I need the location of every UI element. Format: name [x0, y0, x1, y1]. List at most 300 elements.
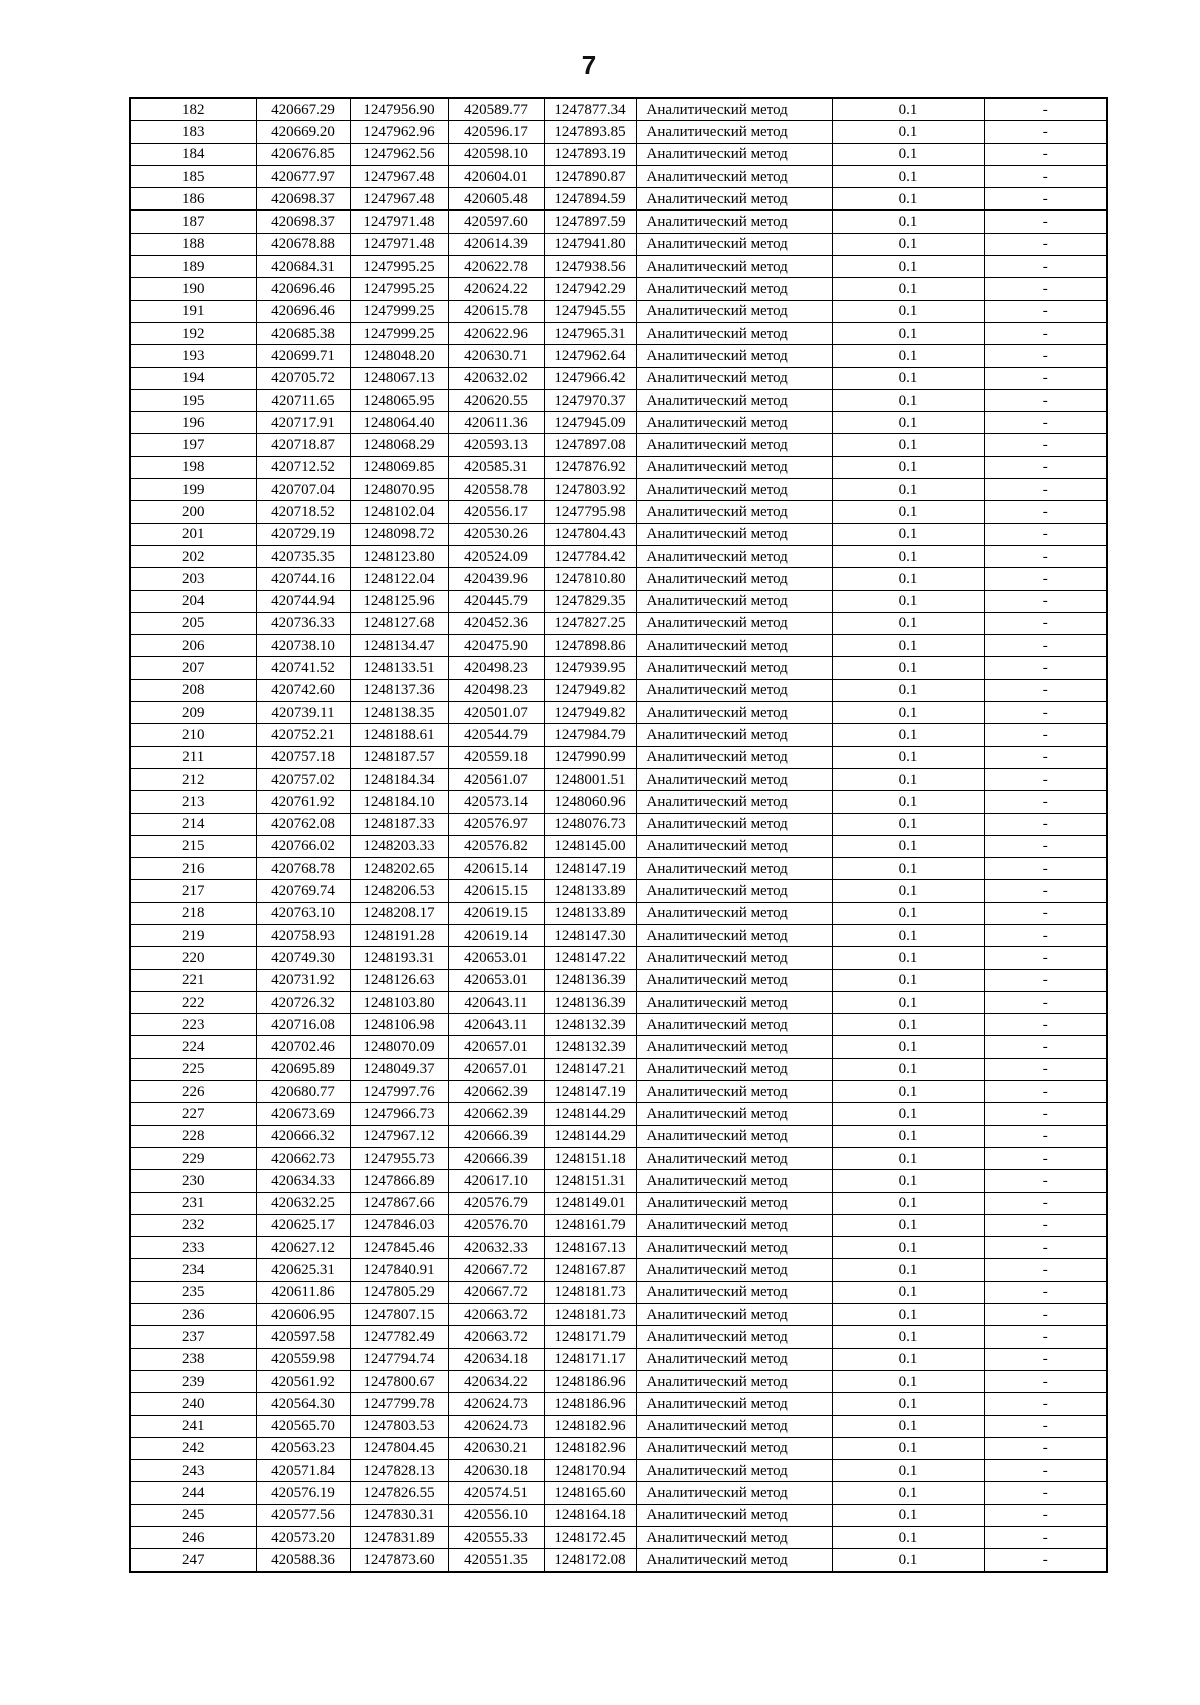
accuracy-cell: 0.1: [832, 1214, 984, 1236]
x2-cell: 420619.14: [448, 924, 544, 946]
x1-cell: 420662.73: [256, 1147, 350, 1169]
x1-cell: 420561.92: [256, 1370, 350, 1392]
note-cell: -: [984, 1058, 1107, 1080]
y1-cell: 1247867.66: [350, 1192, 448, 1214]
method-cell: Аналитический метод: [636, 456, 832, 478]
table-row: [130, 1147, 1107, 1169]
y2-cell: 1248170.94: [544, 1460, 636, 1482]
x1-cell: 420768.78: [256, 858, 350, 880]
y2-cell: 1248147.19: [544, 858, 636, 880]
y1-cell: 1248133.51: [350, 657, 448, 679]
y2-cell: 1248181.73: [544, 1304, 636, 1326]
x2-cell: 420653.01: [448, 969, 544, 991]
y1-cell: 1247830.31: [350, 1504, 448, 1526]
table-row: [130, 188, 1107, 211]
x2-cell: 420617.10: [448, 1170, 544, 1192]
y1-cell: 1247967.48: [350, 165, 448, 187]
x2-cell: 420573.14: [448, 791, 544, 813]
point-number-cell: 240: [130, 1393, 256, 1415]
accuracy-cell: 0.1: [832, 1437, 984, 1459]
x1-cell: 420752.21: [256, 724, 350, 746]
table-row: [130, 1036, 1107, 1058]
point-number-cell: 247: [130, 1549, 256, 1572]
x1-cell: 420763.10: [256, 902, 350, 924]
x1-cell: 420680.77: [256, 1081, 350, 1103]
method-cell: Аналитический метод: [636, 233, 832, 255]
accuracy-cell: 0.1: [832, 1348, 984, 1370]
accuracy-cell: 0.1: [832, 1014, 984, 1036]
y2-cell: 1247877.34: [544, 98, 636, 121]
y1-cell: 1248126.63: [350, 969, 448, 991]
x2-cell: 420439.96: [448, 568, 544, 590]
x1-cell: 420712.52: [256, 456, 350, 478]
y2-cell: 1248171.17: [544, 1348, 636, 1370]
x2-cell: 420634.22: [448, 1370, 544, 1392]
table-row: [130, 1281, 1107, 1303]
x2-cell: 420561.07: [448, 768, 544, 790]
point-number-cell: 244: [130, 1482, 256, 1504]
y2-cell: 1247962.64: [544, 345, 636, 367]
x1-cell: 420766.02: [256, 835, 350, 857]
x1-cell: 420729.19: [256, 523, 350, 545]
y1-cell: 1247967.12: [350, 1125, 448, 1147]
accuracy-cell: 0.1: [832, 657, 984, 679]
note-cell: -: [984, 1147, 1107, 1169]
y2-cell: 1248164.18: [544, 1504, 636, 1526]
note-cell: -: [984, 1081, 1107, 1103]
note-cell: -: [984, 724, 1107, 746]
note-cell: -: [984, 121, 1107, 143]
note-cell: -: [984, 1482, 1107, 1504]
method-cell: Аналитический метод: [636, 1348, 832, 1370]
table-row: [130, 1259, 1107, 1281]
note-cell: -: [984, 657, 1107, 679]
method-cell: Аналитический метод: [636, 724, 832, 746]
x2-cell: 420662.39: [448, 1081, 544, 1103]
point-number-cell: 206: [130, 635, 256, 657]
accuracy-cell: 0.1: [832, 590, 984, 612]
x1-cell: 420678.88: [256, 233, 350, 255]
point-number-cell: 234: [130, 1259, 256, 1281]
method-cell: Аналитический метод: [636, 1170, 832, 1192]
method-cell: Аналитический метод: [636, 389, 832, 411]
y2-cell: 1247803.92: [544, 479, 636, 501]
method-cell: Аналитический метод: [636, 188, 832, 211]
x2-cell: 420452.36: [448, 612, 544, 634]
accuracy-cell: 0.1: [832, 1036, 984, 1058]
note-cell: -: [984, 746, 1107, 768]
note-cell: -: [984, 568, 1107, 590]
y2-cell: 1248144.29: [544, 1103, 636, 1125]
table-row: [130, 679, 1107, 701]
accuracy-cell: 0.1: [832, 702, 984, 724]
accuracy-cell: 0.1: [832, 1393, 984, 1415]
x1-cell: 420571.84: [256, 1460, 350, 1482]
table-row: [130, 702, 1107, 724]
table-row: [130, 858, 1107, 880]
y2-cell: 1248182.96: [544, 1415, 636, 1437]
x1-cell: 420735.35: [256, 545, 350, 567]
x2-cell: 420630.21: [448, 1437, 544, 1459]
note-cell: -: [984, 768, 1107, 790]
note-cell: -: [984, 969, 1107, 991]
point-number-cell: 185: [130, 165, 256, 187]
table-row: [130, 501, 1107, 523]
x1-cell: 420698.37: [256, 188, 350, 211]
accuracy-cell: 0.1: [832, 479, 984, 501]
accuracy-cell: 0.1: [832, 210, 984, 233]
method-cell: Аналитический метод: [636, 590, 832, 612]
y2-cell: 1248149.01: [544, 1192, 636, 1214]
table-row: [130, 1348, 1107, 1370]
y1-cell: 1248123.80: [350, 545, 448, 567]
point-number-cell: 202: [130, 545, 256, 567]
y1-cell: 1247873.60: [350, 1549, 448, 1572]
page-number: 7: [581, 50, 597, 80]
x2-cell: 420657.01: [448, 1036, 544, 1058]
y1-cell: 1248070.95: [350, 479, 448, 501]
y1-cell: 1247966.73: [350, 1103, 448, 1125]
y2-cell: 1248186.96: [544, 1370, 636, 1392]
method-cell: Аналитический метод: [636, 1036, 832, 1058]
x2-cell: 420657.01: [448, 1058, 544, 1080]
note-cell: -: [984, 858, 1107, 880]
x1-cell: 420564.30: [256, 1393, 350, 1415]
point-number-cell: 184: [130, 143, 256, 165]
method-cell: Аналитический метод: [636, 924, 832, 946]
x2-cell: 420624.73: [448, 1415, 544, 1437]
method-cell: Аналитический метод: [636, 679, 832, 701]
table-row: [130, 210, 1107, 233]
table-row: [130, 479, 1107, 501]
table-row: [130, 1527, 1107, 1549]
method-cell: Аналитический метод: [636, 1304, 832, 1326]
accuracy-cell: 0.1: [832, 322, 984, 344]
note-cell: -: [984, 412, 1107, 434]
x1-cell: 420673.69: [256, 1103, 350, 1125]
method-cell: Аналитический метод: [636, 835, 832, 857]
x1-cell: 420669.20: [256, 121, 350, 143]
method-cell: Аналитический метод: [636, 1103, 832, 1125]
y2-cell: 1247784.42: [544, 545, 636, 567]
method-cell: Аналитический метод: [636, 1125, 832, 1147]
x2-cell: 420598.10: [448, 143, 544, 165]
method-cell: Аналитический метод: [636, 635, 832, 657]
table-row: [130, 880, 1107, 902]
accuracy-cell: 0.1: [832, 1549, 984, 1572]
x2-cell: 420498.23: [448, 657, 544, 679]
point-number-cell: 208: [130, 679, 256, 701]
point-number-cell: 182: [130, 98, 256, 121]
accuracy-cell: 0.1: [832, 434, 984, 456]
point-number-cell: 197: [130, 434, 256, 456]
accuracy-cell: 0.1: [832, 143, 984, 165]
method-cell: Аналитический метод: [636, 322, 832, 344]
point-number-cell: 223: [130, 1014, 256, 1036]
note-cell: -: [984, 1460, 1107, 1482]
method-cell: Аналитический метод: [636, 880, 832, 902]
method-cell: Аналитический метод: [636, 479, 832, 501]
y2-cell: 1248133.89: [544, 880, 636, 902]
point-number-cell: 245: [130, 1504, 256, 1526]
point-number-cell: 213: [130, 791, 256, 813]
x1-cell: 420741.52: [256, 657, 350, 679]
accuracy-cell: 0.1: [832, 746, 984, 768]
y1-cell: 1248064.40: [350, 412, 448, 434]
point-number-cell: 205: [130, 612, 256, 634]
y1-cell: 1248187.33: [350, 813, 448, 835]
x2-cell: 420630.71: [448, 345, 544, 367]
note-cell: -: [984, 679, 1107, 701]
y1-cell: 1247805.29: [350, 1281, 448, 1303]
method-cell: Аналитический метод: [636, 501, 832, 523]
point-number-cell: 194: [130, 367, 256, 389]
x2-cell: 420619.15: [448, 902, 544, 924]
y2-cell: 1248151.18: [544, 1147, 636, 1169]
note-cell: -: [984, 1326, 1107, 1348]
y2-cell: 1247894.59: [544, 188, 636, 211]
point-number-cell: 241: [130, 1415, 256, 1437]
x1-cell: 420702.46: [256, 1036, 350, 1058]
point-number-cell: 188: [130, 233, 256, 255]
x2-cell: 420605.48: [448, 188, 544, 211]
note-cell: -: [984, 991, 1107, 1013]
table-row: [130, 1058, 1107, 1080]
note-cell: -: [984, 188, 1107, 211]
table-row: [130, 1482, 1107, 1504]
point-number-cell: 199: [130, 479, 256, 501]
y1-cell: 1248184.10: [350, 791, 448, 813]
point-number-cell: 216: [130, 858, 256, 880]
x1-cell: 420632.25: [256, 1192, 350, 1214]
accuracy-cell: 0.1: [832, 969, 984, 991]
x2-cell: 420667.72: [448, 1281, 544, 1303]
table-row: [130, 635, 1107, 657]
accuracy-cell: 0.1: [832, 612, 984, 634]
method-cell: Аналитический метод: [636, 1326, 832, 1348]
x1-cell: 420625.31: [256, 1259, 350, 1281]
y1-cell: 1248106.98: [350, 1014, 448, 1036]
point-number-cell: 226: [130, 1081, 256, 1103]
table-row: [130, 813, 1107, 835]
x1-cell: 420563.23: [256, 1437, 350, 1459]
note-cell: -: [984, 1170, 1107, 1192]
y2-cell: 1247945.55: [544, 300, 636, 322]
y1-cell: 1248068.29: [350, 434, 448, 456]
table-row: [130, 300, 1107, 322]
y2-cell: 1248161.79: [544, 1214, 636, 1236]
note-cell: -: [984, 947, 1107, 969]
accuracy-cell: 0.1: [832, 545, 984, 567]
method-cell: Аналитический метод: [636, 1081, 832, 1103]
note-cell: -: [984, 1370, 1107, 1392]
method-cell: Аналитический метод: [636, 969, 832, 991]
point-number-cell: 217: [130, 880, 256, 902]
method-cell: Аналитический метод: [636, 1192, 832, 1214]
table-row: [130, 367, 1107, 389]
point-number-cell: 200: [130, 501, 256, 523]
y1-cell: 1247845.46: [350, 1237, 448, 1259]
table-row: [130, 1192, 1107, 1214]
y2-cell: 1247942.29: [544, 278, 636, 300]
accuracy-cell: 0.1: [832, 858, 984, 880]
note-cell: -: [984, 835, 1107, 857]
x2-cell: 420666.39: [448, 1147, 544, 1169]
point-number-cell: 201: [130, 523, 256, 545]
x1-cell: 420699.71: [256, 345, 350, 367]
y2-cell: 1247827.25: [544, 612, 636, 634]
x2-cell: 420559.18: [448, 746, 544, 768]
point-number-cell: 224: [130, 1036, 256, 1058]
x1-cell: 420718.87: [256, 434, 350, 456]
point-number-cell: 198: [130, 456, 256, 478]
x2-cell: 420576.82: [448, 835, 544, 857]
accuracy-cell: 0.1: [832, 1237, 984, 1259]
y2-cell: 1247898.86: [544, 635, 636, 657]
table-row: [130, 1370, 1107, 1392]
table-row: [130, 1393, 1107, 1415]
note-cell: -: [984, 501, 1107, 523]
method-cell: Аналитический метод: [636, 345, 832, 367]
accuracy-cell: 0.1: [832, 456, 984, 478]
y1-cell: 1248122.04: [350, 568, 448, 590]
y1-cell: 1248191.28: [350, 924, 448, 946]
y2-cell: 1248182.96: [544, 1437, 636, 1459]
x2-cell: 420524.09: [448, 545, 544, 567]
x2-cell: 420643.11: [448, 1014, 544, 1036]
x2-cell: 420475.90: [448, 635, 544, 657]
accuracy-cell: 0.1: [832, 1326, 984, 1348]
accuracy-cell: 0.1: [832, 121, 984, 143]
y1-cell: 1247826.55: [350, 1482, 448, 1504]
accuracy-cell: 0.1: [832, 1527, 984, 1549]
accuracy-cell: 0.1: [832, 1170, 984, 1192]
x1-cell: 420576.19: [256, 1482, 350, 1504]
method-cell: Аналитический метод: [636, 991, 832, 1013]
point-number-cell: 191: [130, 300, 256, 322]
table-body: [130, 98, 1107, 1572]
accuracy-cell: 0.1: [832, 412, 984, 434]
y2-cell: 1248165.60: [544, 1482, 636, 1504]
table-row: [130, 902, 1107, 924]
method-cell: Аналитический метод: [636, 612, 832, 634]
note-cell: -: [984, 902, 1107, 924]
accuracy-cell: 0.1: [832, 1460, 984, 1482]
note-cell: -: [984, 1014, 1107, 1036]
accuracy-cell: 0.1: [832, 1482, 984, 1504]
y2-cell: 1248060.96: [544, 791, 636, 813]
accuracy-cell: 0.1: [832, 813, 984, 835]
method-cell: Аналитический метод: [636, 367, 832, 389]
accuracy-cell: 0.1: [832, 880, 984, 902]
table-row: [130, 523, 1107, 545]
note-cell: -: [984, 367, 1107, 389]
x2-cell: 420604.01: [448, 165, 544, 187]
point-number-cell: 243: [130, 1460, 256, 1482]
y2-cell: 1247984.79: [544, 724, 636, 746]
y1-cell: 1248138.35: [350, 702, 448, 724]
y2-cell: 1248172.08: [544, 1549, 636, 1572]
accuracy-cell: 0.1: [832, 523, 984, 545]
x2-cell: 420596.17: [448, 121, 544, 143]
note-cell: -: [984, 1527, 1107, 1549]
y1-cell: 1247800.67: [350, 1370, 448, 1392]
table-row: [130, 969, 1107, 991]
note-cell: -: [984, 545, 1107, 567]
method-cell: Аналитический метод: [636, 1370, 832, 1392]
table-row: [130, 924, 1107, 946]
x1-cell: 420736.33: [256, 612, 350, 634]
note-cell: -: [984, 1237, 1107, 1259]
y2-cell: 1248136.39: [544, 969, 636, 991]
y1-cell: 1247799.78: [350, 1393, 448, 1415]
y2-cell: 1247810.80: [544, 568, 636, 590]
y1-cell: 1247794.74: [350, 1348, 448, 1370]
note-cell: -: [984, 791, 1107, 813]
accuracy-cell: 0.1: [832, 1147, 984, 1169]
y1-cell: 1247971.48: [350, 233, 448, 255]
accuracy-cell: 0.1: [832, 389, 984, 411]
x2-cell: 420498.23: [448, 679, 544, 701]
x1-cell: 420573.20: [256, 1527, 350, 1549]
method-cell: Аналитический метод: [636, 434, 832, 456]
point-number-cell: 220: [130, 947, 256, 969]
point-number-cell: 209: [130, 702, 256, 724]
y1-cell: 1247866.89: [350, 1170, 448, 1192]
x1-cell: 420606.95: [256, 1304, 350, 1326]
method-cell: Аналитический метод: [636, 143, 832, 165]
x2-cell: 420622.78: [448, 256, 544, 278]
note-cell: -: [984, 1304, 1107, 1326]
method-cell: Аналитический метод: [636, 412, 832, 434]
table-row: [130, 1237, 1107, 1259]
note-cell: -: [984, 98, 1107, 121]
y2-cell: 1248167.13: [544, 1237, 636, 1259]
x1-cell: 420685.38: [256, 322, 350, 344]
x2-cell: 420615.15: [448, 880, 544, 902]
table-row: [130, 1504, 1107, 1526]
x2-cell: 420544.79: [448, 724, 544, 746]
y2-cell: 1248181.73: [544, 1281, 636, 1303]
x1-cell: 420717.91: [256, 412, 350, 434]
x1-cell: 420738.10: [256, 635, 350, 657]
point-number-cell: 229: [130, 1147, 256, 1169]
note-cell: -: [984, 278, 1107, 300]
accuracy-cell: 0.1: [832, 98, 984, 121]
y2-cell: 1248132.39: [544, 1014, 636, 1036]
accuracy-cell: 0.1: [832, 924, 984, 946]
method-cell: Аналитический метод: [636, 1415, 832, 1437]
note-cell: -: [984, 1214, 1107, 1236]
y2-cell: 1248167.87: [544, 1259, 636, 1281]
method-cell: Аналитический метод: [636, 746, 832, 768]
point-number-cell: 192: [130, 322, 256, 344]
table-row: [130, 1081, 1107, 1103]
table-row: [130, 1214, 1107, 1236]
y2-cell: 1248147.22: [544, 947, 636, 969]
point-number-cell: 235: [130, 1281, 256, 1303]
x2-cell: 420614.39: [448, 233, 544, 255]
note-cell: -: [984, 345, 1107, 367]
y1-cell: 1247804.45: [350, 1437, 448, 1459]
point-number-cell: 232: [130, 1214, 256, 1236]
x1-cell: 420761.92: [256, 791, 350, 813]
table-row: [130, 991, 1107, 1013]
accuracy-cell: 0.1: [832, 1058, 984, 1080]
table-row: [130, 724, 1107, 746]
x2-cell: 420445.79: [448, 590, 544, 612]
x2-cell: 420632.02: [448, 367, 544, 389]
